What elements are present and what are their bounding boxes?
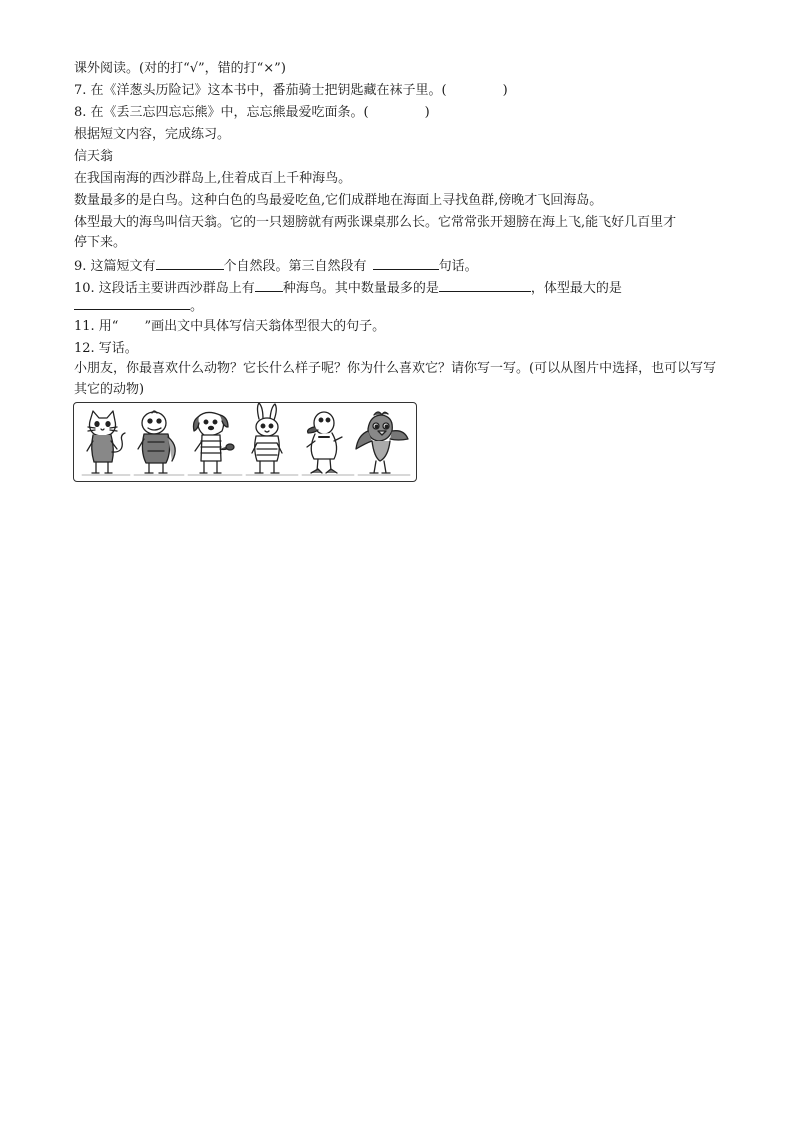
question-9-part3: 句话。 xyxy=(438,259,478,274)
question-10-part3: ，体型最大的是 xyxy=(530,281,622,296)
question-8-close: ) xyxy=(424,105,430,120)
dog-icon xyxy=(194,412,235,473)
passage-paragraph-3-cont: 停下来。 xyxy=(74,235,127,250)
question-12: 12. 写话。 xyxy=(74,341,138,356)
passage-paragraph-2: 数量最多的是白鸟。这种白色的鸟最爱吃鱼,它们成群地在海面上寻找鱼群,傍晚才飞回海岛。 xyxy=(74,193,603,208)
question-10-part4: 。 xyxy=(190,299,204,314)
question-11-part2: ”画出文中具体写信天翁体型很大的句子。 xyxy=(144,319,386,334)
animal-picture-strip xyxy=(73,402,417,482)
passage-title: 信天翁 xyxy=(74,149,114,164)
turtle-icon xyxy=(138,411,175,473)
question-8 xyxy=(74,104,430,122)
reading-check-instruction: 课外阅读。(对的打“√”，错的打“×”) xyxy=(74,61,286,76)
rabbit-icon xyxy=(252,403,282,473)
duck-icon xyxy=(307,412,342,473)
question-10-part2: 种海鸟。其中数量最多的是 xyxy=(282,281,439,296)
question-7-text: 7. 在《洋葱头历险记》这本书中，番茄骑士把钥匙藏在袜子里。( xyxy=(74,83,447,98)
question-10-part1: 10. 这段话主要讲西沙群岛上有 xyxy=(74,281,255,296)
question-9-part2: 个自然段。第三自然段有 xyxy=(223,259,367,274)
question-12-prompt: 小朋友，你最喜欢什么动物？它长什么样子呢？你为什么喜欢它？请你写一写。(可以从图片中选择，也可以写写其它的动物) xyxy=(74,361,717,397)
animal-illustrations xyxy=(74,403,418,483)
question-10 xyxy=(74,278,622,296)
blank-paragraph-count[interactable] xyxy=(156,256,224,270)
question-10-cont xyxy=(74,296,203,314)
blank-bird-kinds[interactable] xyxy=(255,278,283,292)
question-7-close: ) xyxy=(502,83,508,98)
blank-most-numerous[interactable] xyxy=(439,278,531,292)
question-9 xyxy=(74,256,478,274)
short-text-instruction: 根据短文内容，完成练习。 xyxy=(74,127,231,142)
question-9-part1: 9. 这篇短文有 xyxy=(74,259,156,274)
cat-icon xyxy=(87,411,125,473)
blank-sentence-count[interactable] xyxy=(373,256,439,270)
question-11 xyxy=(74,318,385,336)
bird-icon xyxy=(356,412,408,473)
passage-paragraph-3: 体型最大的海鸟叫信天翁。它的一只翅膀就有两张课桌那么长。它常常张开翅膀在海上飞,能飞好几百里才 xyxy=(74,215,677,230)
blank-largest-bird[interactable] xyxy=(74,296,190,310)
question-7 xyxy=(74,82,508,100)
question-8-text: 8. 在《丢三忘四忘忘熊》中，忘忘熊最爱吃面条。( xyxy=(74,105,369,120)
passage-paragraph-1: 在我国南海的西沙群岛上,住着成百上千种海鸟。 xyxy=(74,171,352,186)
question-11-part1: 11. 用“ xyxy=(74,319,119,334)
